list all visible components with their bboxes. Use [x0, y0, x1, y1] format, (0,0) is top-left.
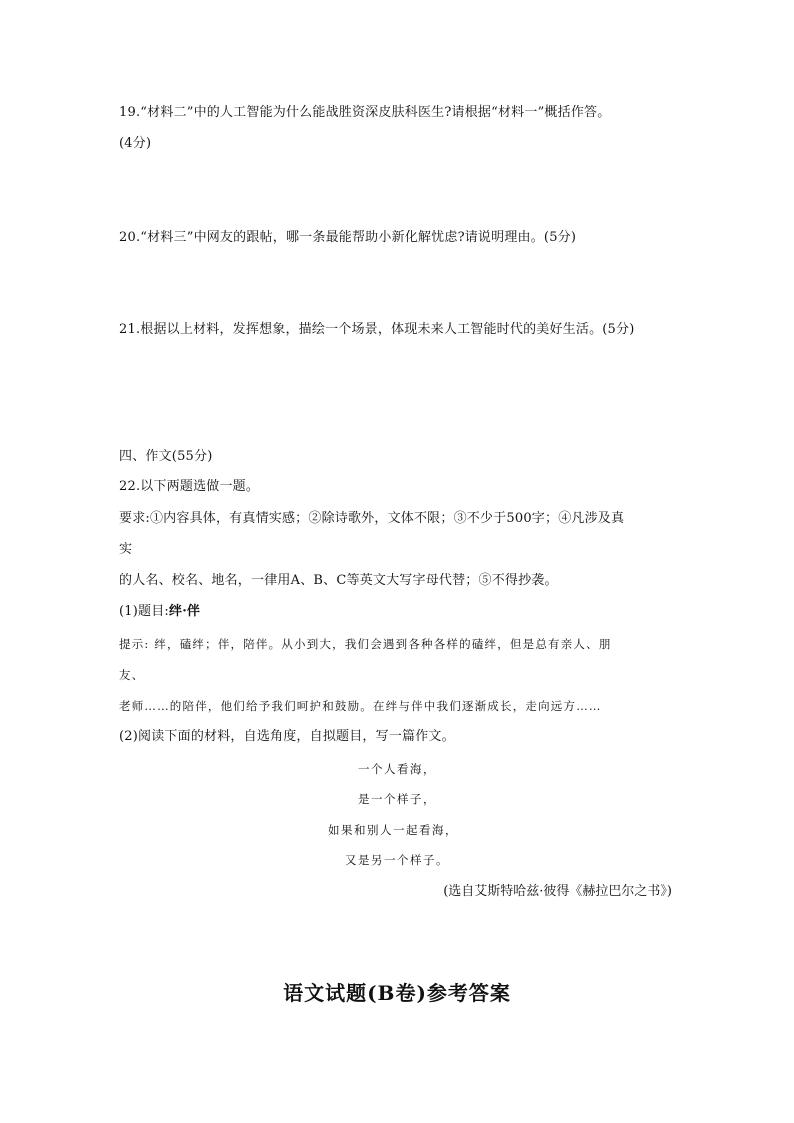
question-19-score: (4分)	[119, 136, 152, 151]
poem-line: 如果和别人一起看海，	[328, 823, 458, 837]
topic-1-title: 绊·伴	[169, 604, 201, 619]
composition-section-title: 四、作文(55分)	[119, 449, 213, 464]
poem-line: 又是另一个样子。	[345, 853, 449, 867]
topic-1-prefix: (1)题目:	[119, 604, 169, 619]
question-21: 21.根据以上材料，发挥想象，描绘一个场景，体现未来人工智能时代的美好生活。(5分)	[119, 322, 635, 337]
poem-line: 是一个样子，	[358, 792, 436, 806]
poem-line: 一个人看海，	[358, 762, 436, 776]
topic-2: (2)阅读下面的材料，自选角度，自拟题目，写一篇作文。	[119, 729, 455, 744]
requirement-line3: 的人名、校名、地名，一律用A、B、C等英文大写字母代替；⑤不得抄袭。	[119, 573, 558, 588]
answer-section-title: 语文试题(B卷)参考答案	[283, 981, 511, 1005]
hint-line2: 友、	[119, 668, 145, 682]
question-22: 22.以下两题选做一题。	[119, 479, 260, 494]
question-20: 20.“材料三”中网友的跟帖，哪一条最能帮助小新化解忧虑?请说明理由。(5分)	[119, 230, 577, 245]
requirement-line1: 要求:①内容具体，有真情实感；②除诗歌外，文体不限；③不少于500字；④凡涉及真	[119, 511, 625, 526]
requirement-line2: 实	[119, 542, 133, 557]
hint-line1: 提示: 绊，磕绊；伴，陪伴。从小到大，我们会遇到各种各样的磕绊，但是总有亲人、朋	[119, 637, 612, 651]
question-19-line1: 19.“材料二”中的人工智能为什么能战胜资深皮肤科医生?请根据“材料一”概括作答。	[119, 105, 611, 120]
hint-line3: 老师……的陪伴，他们给予我们呵护和鼓励。在绊与伴中我们逐渐成长，走向远方……	[119, 699, 602, 713]
topic-1	[119, 603, 200, 621]
poem-source: (选自艾斯特哈兹·彼得《赫拉巴尔之书》)	[443, 884, 672, 899]
